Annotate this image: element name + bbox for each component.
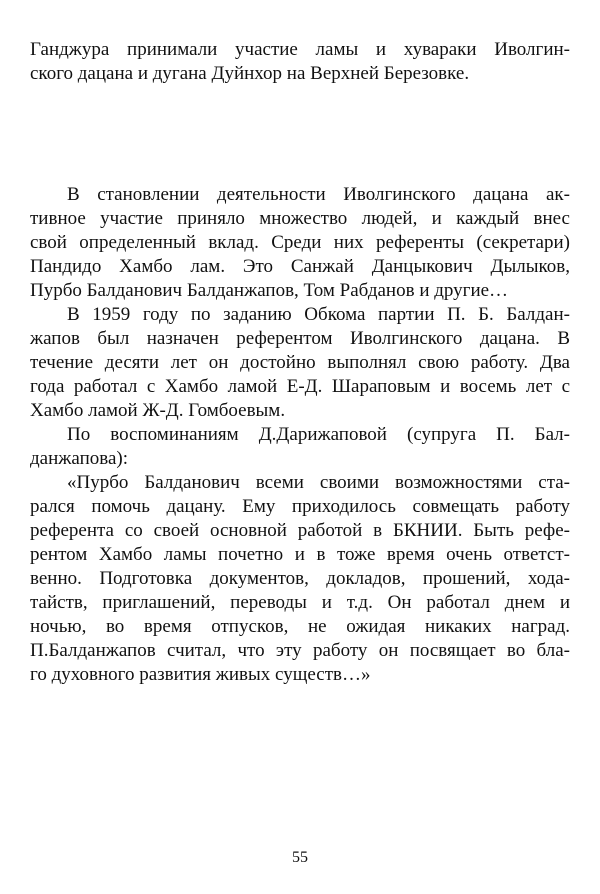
text-line: венно. Подготовка документов, докладов, прошений, хода- [30, 568, 570, 589]
text-line: Пурбо Балданович Балданжапов, Том Рабданов и другие… [30, 280, 509, 301]
page-number: 55 [292, 849, 308, 866]
text-line: В становлении деятельности Иволгинского дацана ак- [67, 184, 570, 205]
text-line: П.Балданжапов считал, что эту работу он посвящает во бла- [30, 640, 570, 661]
text-line: По воспоминаниям Д.Дарижаповой (супруга П. Бал- [67, 424, 570, 445]
text-line: рался помочь дацану. Ему приходилось совмещать работу [30, 496, 570, 517]
text-line: «Пурбо Балданович всеми своими возможностями ста- [67, 472, 570, 493]
text-line: го духовного развития живых существ…» [30, 664, 371, 685]
text-line: рентом Хамбо ламы почетно и в тоже время очень ответст- [30, 544, 570, 565]
text-line: В 1959 году по заданию Обкома партии П. Б. Балдан- [67, 304, 570, 325]
text-line: Ганджура принимали участие ламы и хувараки Иволгин- [30, 39, 570, 60]
text-line: референта со своей основной работой в БКНИИ. Быть рефе- [30, 520, 570, 541]
text-line: года работал с Хамбо ламой Е-Д. Шараповым и восемь лет с [30, 376, 570, 397]
text-line: течение десяти лет он достойно выполнял свою работу. Два [30, 352, 570, 373]
text-line: тайств, приглашений, переводы и т.д. Он работал днем и [30, 592, 570, 613]
text-line: ского дацана и дугана Дуйнхор на Верхней Березовке. [30, 63, 470, 84]
text-line: Хамбо ламой Ж-Д. Гомбоевым. [30, 400, 286, 421]
text-line: данжапова): [30, 448, 129, 469]
text-line: Пандидо Хамбо лам. Это Санжай Данцыкович Дылыков, [30, 256, 570, 277]
text-line: жапов был назначен референтом Иволгинского дацана. В [30, 328, 570, 349]
text-line: тивное участие приняло множество людей, и каждый внес [30, 208, 570, 229]
text-line: свой определенный вклад. Среди них референты (секретари) [30, 232, 570, 253]
text-line: ночью, во время отпусков, не ожидая никаких наград. [30, 616, 570, 637]
